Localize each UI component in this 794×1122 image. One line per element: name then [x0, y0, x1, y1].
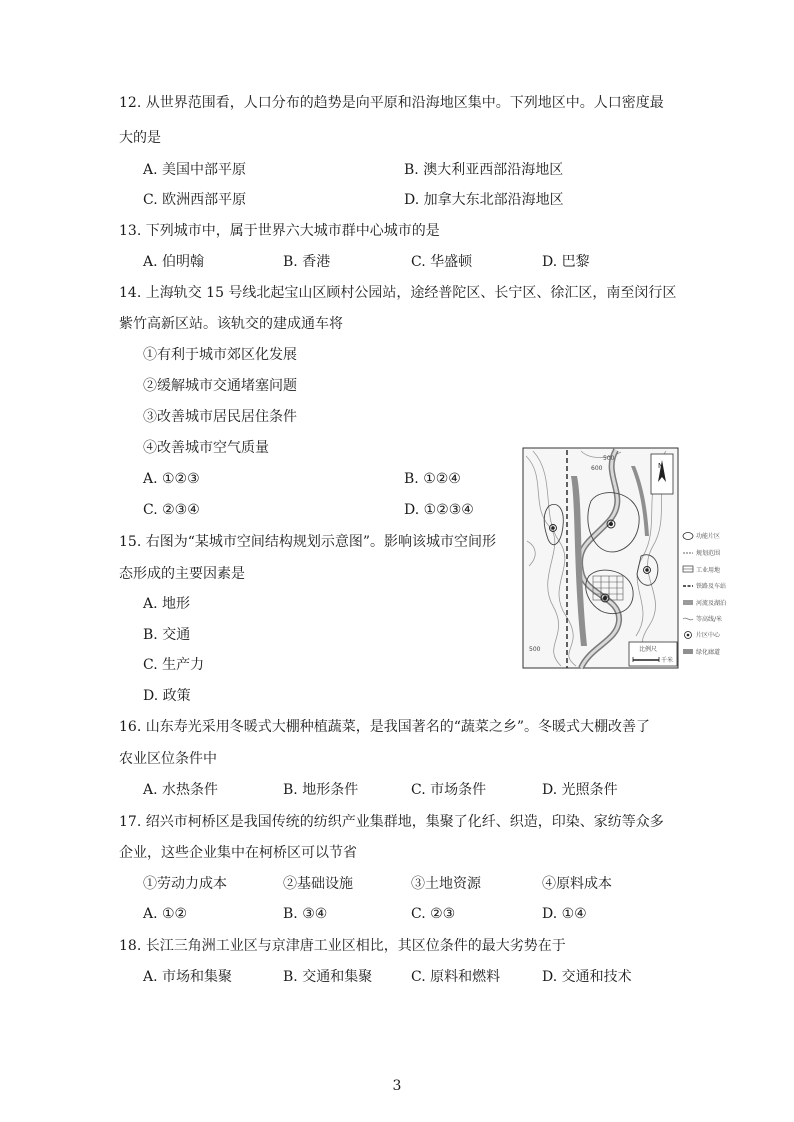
contour-label-600: 600 [591, 465, 603, 472]
q17-stem-line2: 企业，这些企业集中在柯桥区可以节省 [119, 845, 357, 861]
q16-stem-line2: 农业区位条件中 [119, 751, 217, 767]
scale-unit: 千米 [661, 657, 674, 664]
q17-option-a: A. ①② [143, 906, 188, 922]
q14-option-b: B. ①②④ [404, 471, 461, 487]
q17-option-b: B. ③④ [283, 906, 328, 922]
q13-option-c: C. 华盛顿 [411, 254, 473, 270]
q14-option-d: D. ①②③④ [404, 502, 474, 518]
legend-label-green-corridor: 绿化廊道 [696, 649, 721, 656]
city-planning-map-figure [521, 446, 733, 672]
legend-label-planning-boundary: 规划范围 [696, 550, 721, 557]
legend-label-industrial: 工业用地 [696, 567, 721, 574]
q17-item-1: ①劳动力成本 [143, 876, 227, 892]
q12-stem-line1: 12. 从世界范围看，人口分布的趋势是向平原和沿海地区集中。下列地区中。人口密度最 [119, 95, 664, 111]
q18-stem: 18. 长江三角洲工业区与京津唐工业区相比，其区位条件的最大劣势在于 [119, 938, 566, 954]
legend-label-contour: 等高线/米 [696, 616, 723, 623]
q16-option-d: D. 光照条件 [542, 782, 618, 798]
q15-option-d: D. 政策 [143, 688, 191, 704]
q13-stem: 13. 下列城市中，属于世界六大城市群中心城市的是 [119, 223, 440, 239]
scale-bar [629, 642, 677, 666]
q14-item-2: ②缓解城市交通堵塞问题 [143, 378, 297, 394]
legend-label-zone: 功能片区 [696, 533, 721, 540]
q15-option-b: B. 交通 [143, 627, 191, 643]
legend-label-river: 河流及湖泊 [696, 600, 727, 607]
legend-label-zone-center: 片区中心 [696, 632, 721, 639]
q14-item-1: ①有利于城市郊区化发展 [143, 347, 297, 363]
q12-option-a: A. 美国中部平原 [143, 162, 247, 178]
q18-option-b: B. 交通和集聚 [283, 969, 373, 985]
north-arrow-icon [651, 454, 673, 494]
q15-option-a: A. 地形 [143, 596, 191, 612]
q17-option-d: D. ①④ [542, 906, 587, 922]
q12-option-b: B. 澳大利亚西部沿海地区 [404, 162, 564, 178]
north-label: N [658, 462, 664, 470]
scale-label: 比例尺 [639, 646, 658, 653]
contour-label-500-top: 500 [603, 455, 615, 462]
page-number: 3 [392, 1078, 402, 1094]
q18-option-a: A. 市场和集聚 [143, 969, 233, 985]
q14-stem-line2: 紫竹高新区站。该轨交的建成通车将 [119, 316, 343, 332]
q14-item-4: ④改善城市空气质量 [143, 440, 269, 456]
contour-label-500-bottom: 500 [529, 646, 541, 653]
q17-item-3: ③土地资源 [411, 876, 481, 892]
q14-option-a: A. ①②③ [143, 471, 200, 487]
q14-item-3: ③改善城市居民居住条件 [143, 409, 297, 425]
q16-option-a: A. 水热条件 [143, 782, 219, 798]
q17-item-4: ④原料成本 [542, 876, 612, 892]
q17-stem-line1: 17. 绍兴市柯桥区是我国传统的纺织产业集群地，集聚了化纤、织造，印染、家纺等众多 [119, 814, 664, 830]
q13-option-b: B. 香港 [283, 254, 331, 270]
q18-option-d: D. 交通和技术 [542, 969, 632, 985]
map-area [523, 448, 678, 668]
q15-option-c: C. 生产力 [143, 657, 205, 673]
q16-option-b: B. 地形条件 [283, 782, 359, 798]
q15-stem-line1: 15. 右图为“某城市空间结构规划示意图”。影响该城市空间形 [119, 534, 497, 550]
q18-option-c: C. 原料和燃料 [411, 969, 501, 985]
q15-stem-line2: 态形成的主要因素是 [119, 566, 245, 582]
q17-item-2: ②基础设施 [283, 876, 353, 892]
q12-stem-line2: 大的是 [119, 130, 161, 146]
q16-stem-line1: 16. 山东寿光采用冬暖式大棚种植蔬菜，是我国著名的“蔬菜之乡”。冬暖式大棚改善了 [119, 719, 651, 735]
q16-option-c: C. 市场条件 [411, 782, 487, 798]
legend-label-railway: 铁路及车站 [696, 583, 727, 590]
q13-option-a: A. 伯明翰 [143, 254, 205, 270]
q14-option-c: C. ②③④ [143, 502, 200, 518]
q12-option-c: C. 欧洲西部平原 [143, 192, 247, 208]
q14-stem-line1: 14. 上海轨交 15 号线北起宝山区顾村公园站，途经普陀区、长宁区、徐汇区，南至闵行区 [119, 285, 677, 301]
q17-option-c: C. ②③ [411, 906, 456, 922]
q13-option-d: D. 巴黎 [542, 254, 590, 270]
q12-option-d: D. 加拿大东北部沿海地区 [404, 192, 564, 208]
